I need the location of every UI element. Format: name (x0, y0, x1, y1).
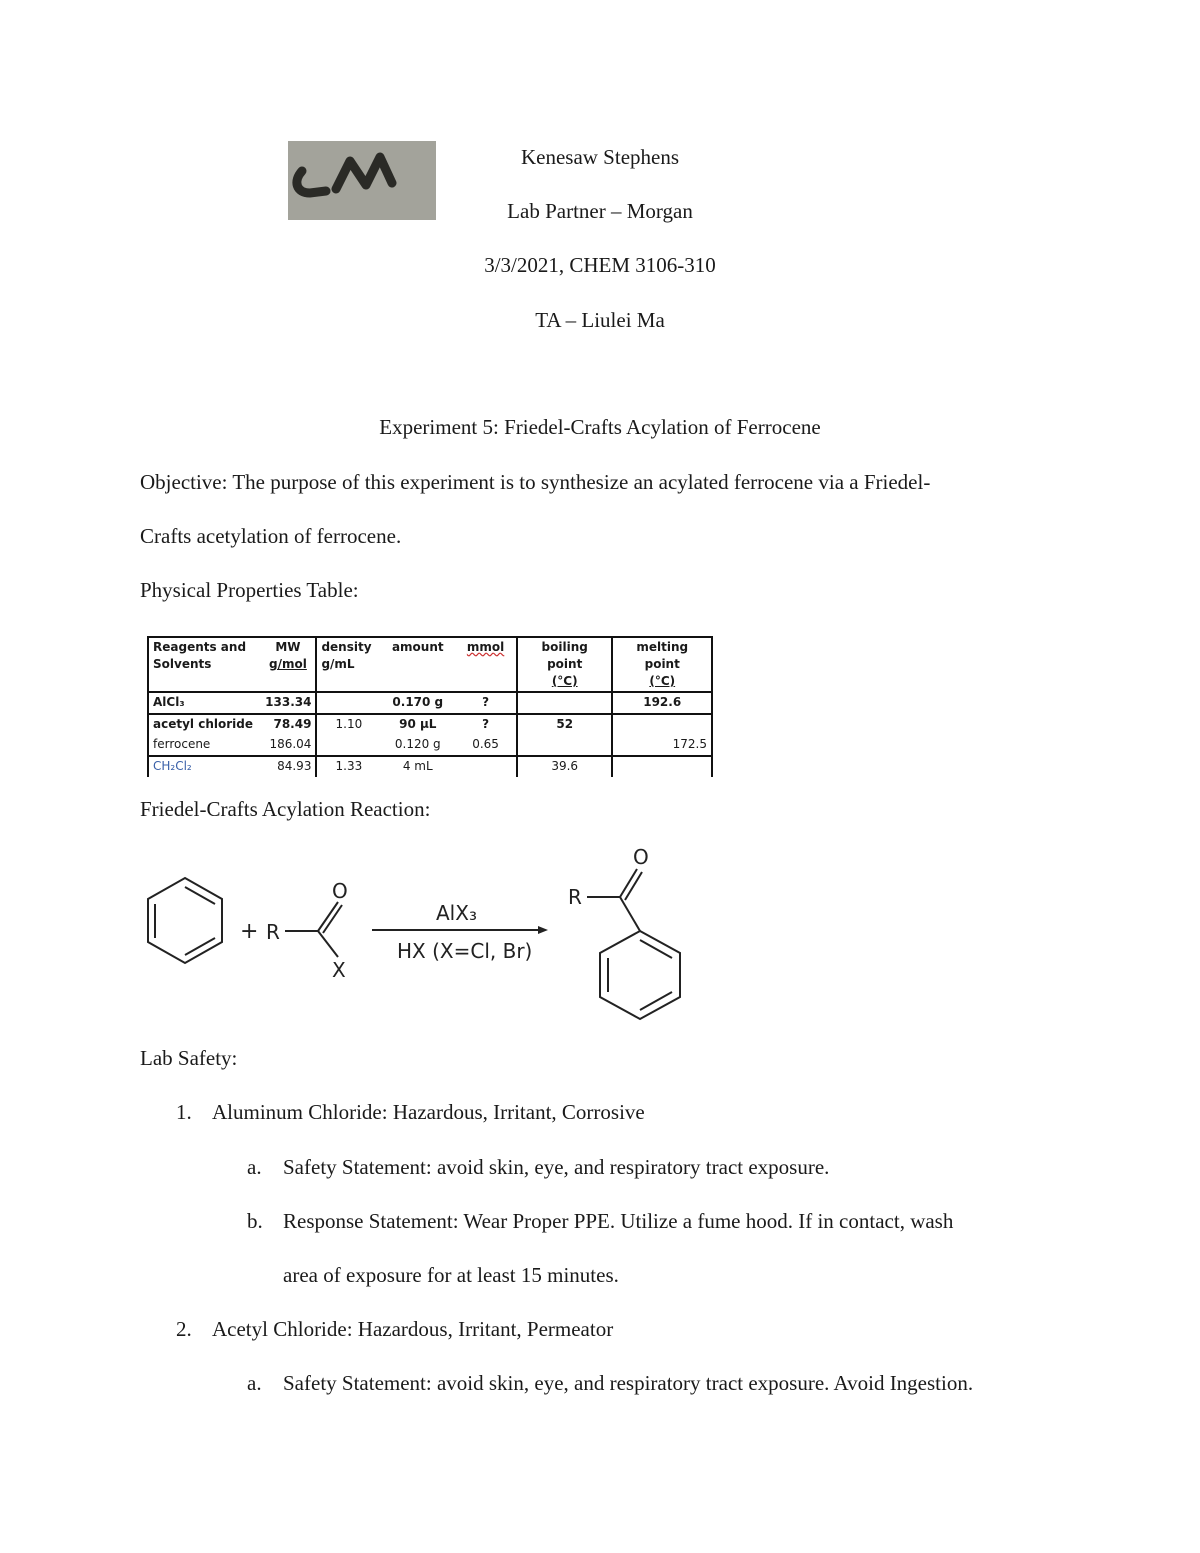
benzene-ring-icon (148, 878, 222, 963)
header-mmol-label: mmol (466, 640, 505, 654)
table-row (148, 714, 712, 735)
cell-mw: 78.49 (273, 717, 312, 731)
reaction-arrow-icon (372, 926, 548, 934)
response-statement-line-2: area of exposure for at least 15 minutes. (283, 1263, 619, 1287)
cell-density (316, 692, 380, 714)
header-bp-line-2: (°C) (551, 674, 578, 688)
header-mp-line-1: melting point (636, 640, 689, 671)
catalyst-label: AlX₃ (436, 901, 477, 925)
cell-name: CH₂Cl₂ (148, 756, 260, 777)
cell-mp: 192.6 (612, 692, 712, 714)
header-amount (380, 637, 455, 692)
cell-amount: 0.120 g (394, 737, 441, 751)
header-reagents-line-1: Reagents and (153, 640, 247, 654)
table-header-row (148, 637, 712, 692)
header-density-line-2: g/mL (321, 657, 355, 671)
acylbenzene-product-icon (587, 869, 680, 1019)
header-mmol (455, 637, 517, 692)
plus-sign: + (240, 919, 259, 944)
cell-mmol: ? (455, 692, 517, 714)
header-mw-line-1: MW (275, 640, 301, 654)
cell-name: AlCl₃ (148, 692, 260, 714)
safety-subitem-letter: b. (247, 1209, 263, 1233)
reaction-heading: Friedel-Crafts Acylation Reaction: (140, 797, 431, 821)
header-mw-line-2: g/mol (269, 657, 307, 671)
cell-amount: 0.170 g (380, 692, 455, 714)
cell-mw: 186.04 (269, 737, 312, 751)
product-r-group: R (568, 885, 582, 909)
cell-density (316, 735, 380, 756)
cell-mmol (455, 756, 517, 777)
cell-bp: 39.6 (517, 756, 612, 777)
table-row (148, 756, 712, 777)
header-density-line-1: density (321, 640, 372, 654)
cell-bp: 52 (517, 714, 612, 735)
author-name: Kenesaw Stephens (520, 145, 680, 169)
cell-density: 1.10 (316, 714, 380, 735)
experiment-title: Experiment 5: Friedel-Crafts Acylation of Ferrocene (379, 415, 821, 439)
cell-bp (517, 692, 612, 714)
safety-statement: Safety Statement: avoid skin, eye, and respiratory tract exposure. Avoid Ingestion. (283, 1371, 974, 1395)
safety-item-number: 2. (176, 1317, 192, 1341)
objective-line-2: Crafts acetylation of ferrocene. (140, 524, 402, 548)
cell-mp: 172.5 (612, 735, 712, 756)
cell-bp (517, 735, 612, 756)
header-reagents-line-2: Solvents (153, 657, 212, 671)
cell-amount: 4 mL (380, 756, 455, 777)
acyl-halide-bonds-icon (285, 902, 342, 957)
lab-partner: Lab Partner – Morgan (507, 199, 693, 223)
objective-line-1: Objective: The purpose of this experiment is to synthesize an acylated ferrocene via a Friedel- (140, 470, 931, 494)
cell-name: ferrocene (148, 735, 260, 756)
teaching-assistant: TA – Liulei Ma (535, 308, 665, 332)
response-statement-line-1: Response Statement: Wear Proper PPE. Utilize a fume hood. If in contact, wash (283, 1209, 954, 1233)
cell-density: 1.33 (316, 756, 380, 777)
table-row (148, 692, 712, 714)
date-course: 3/3/2021, CHEM 3106-310 (484, 253, 716, 277)
safety-subitem-letter: a. (247, 1371, 262, 1395)
safety-item-number: 1. (176, 1100, 192, 1124)
physical-properties-table (147, 636, 713, 773)
cell-mw: 84.93 (260, 756, 316, 777)
cell-mp (612, 756, 712, 777)
acyl-halide-x: X (332, 958, 346, 982)
header-reagents (148, 637, 260, 692)
properties-heading: Physical Properties Table: (140, 578, 359, 602)
byproduct-label: HX (X=Cl, Br) (397, 939, 533, 963)
header-melting-point (612, 637, 712, 692)
header-bp-line-1: boiling point (541, 640, 588, 671)
header-density (316, 637, 380, 692)
cell-mp (612, 714, 712, 735)
cell-mw: 133.34 (260, 692, 316, 714)
cell-name: acetyl chloride (148, 714, 260, 735)
safety-statement: Safety Statement: avoid skin, eye, and respiratory tract exposure. (283, 1155, 830, 1179)
safety-heading: Lab Safety: (140, 1046, 238, 1070)
table-row (148, 735, 712, 756)
header-amount-label: amount (391, 640, 444, 654)
safety-subitem-letter: a. (247, 1155, 262, 1179)
acyl-oxygen: O (332, 879, 348, 903)
reaction-scheme (140, 842, 720, 1020)
safety-item-acetyl-chloride: Acetyl Chloride: Hazardous, Irritant, Permeator (212, 1317, 614, 1341)
safety-item-aluminum-chloride: Aluminum Chloride: Hazardous, Irritant, Corrosive (212, 1100, 645, 1124)
header-mp-line-2: (°C) (649, 674, 676, 688)
cell-mmol: 0.65 (472, 737, 499, 751)
header-boiling-point (517, 637, 612, 692)
acyl-r-group: R (266, 920, 280, 944)
cell-amount: 90 µL (399, 717, 437, 731)
cell-mmol: ? (482, 717, 490, 731)
header-mw (260, 637, 316, 692)
product-oxygen: O (633, 845, 649, 869)
